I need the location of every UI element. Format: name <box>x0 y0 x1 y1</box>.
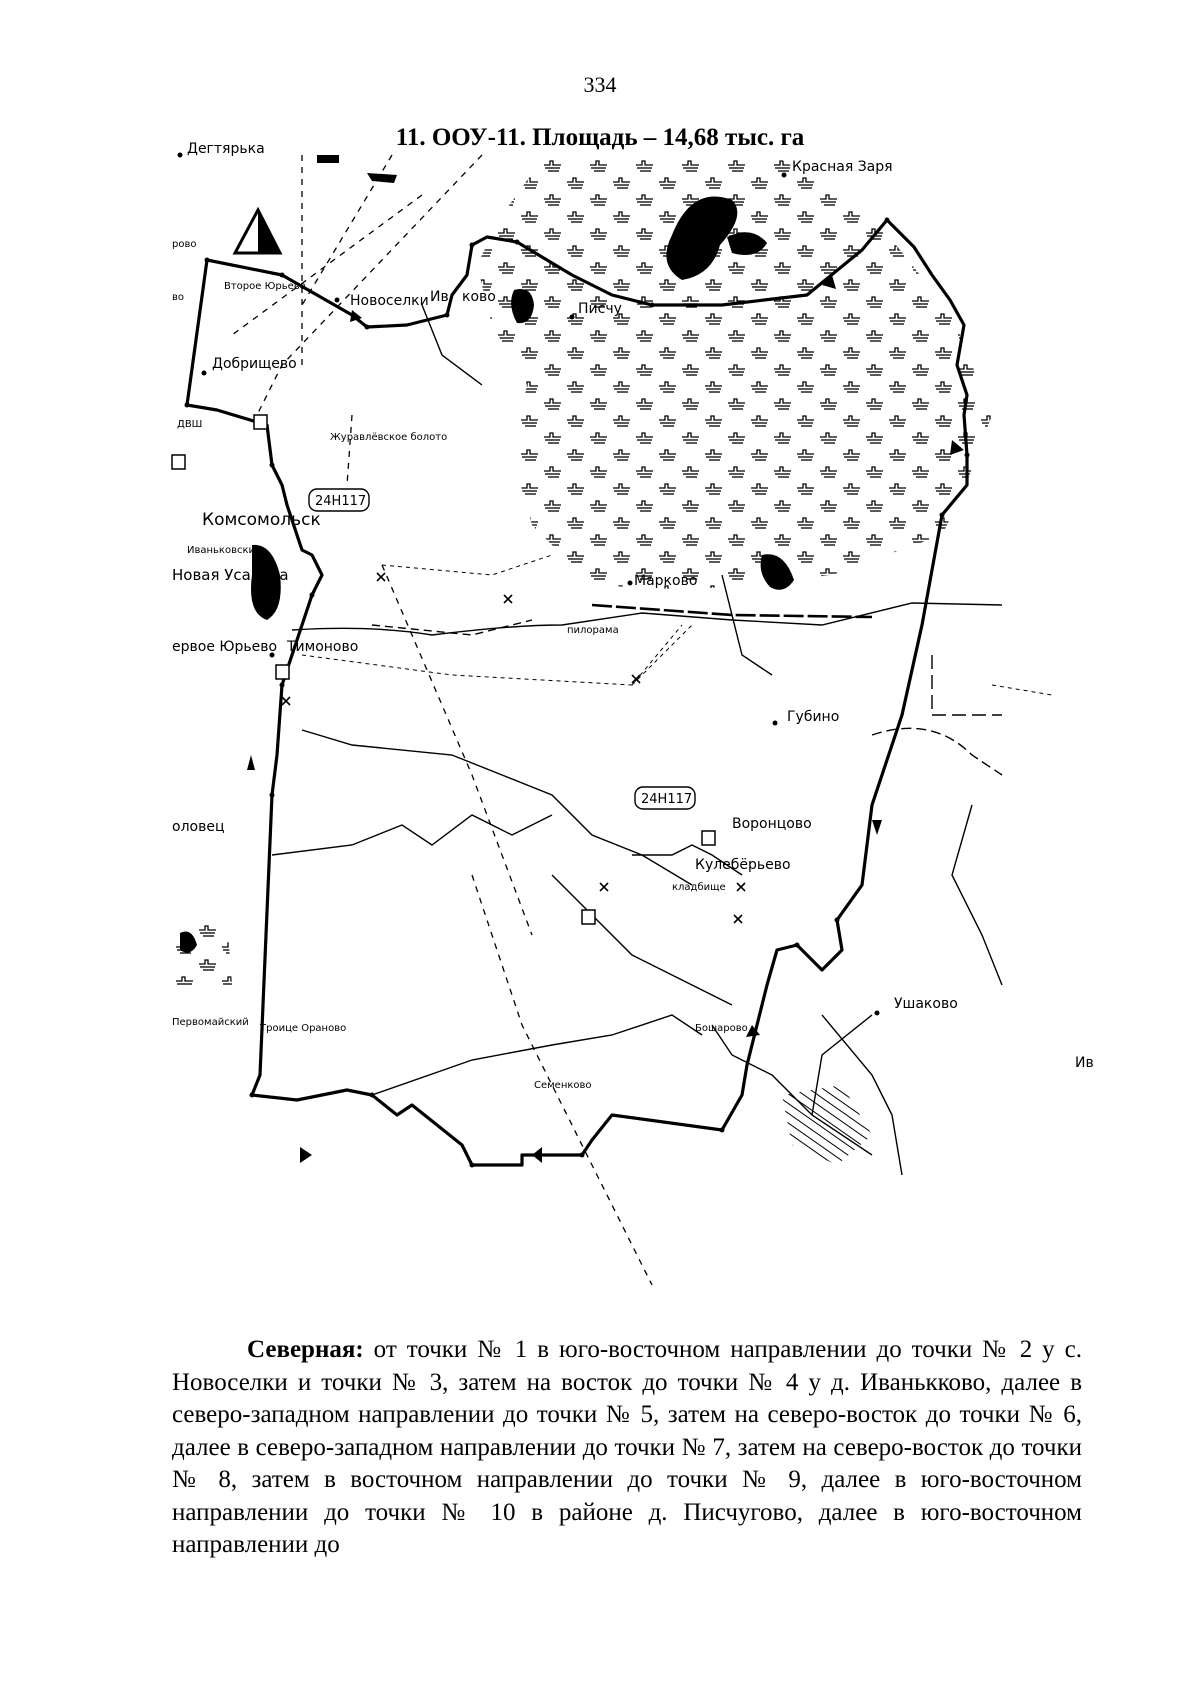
label-left-cut-2: во <box>172 292 185 303</box>
label-left-cut-1: рово <box>172 239 197 250</box>
label-dvsh: ДВШ <box>177 419 203 430</box>
map-title: 11. ООУ-11. Площадь – 14,68 тыс. га <box>395 124 805 151</box>
label-markovo: Марково <box>634 573 698 589</box>
lake <box>367 173 397 183</box>
north-arrow-icon <box>235 210 280 253</box>
label-timonovo: Тимоново <box>287 639 359 655</box>
road-number-badge <box>309 489 369 511</box>
label-pilorama: пилорама <box>567 625 619 636</box>
label-vorontsovo: Воронцово <box>732 816 812 832</box>
label-novoselki: Новоселки <box>350 293 429 309</box>
swamp-area-small <box>172 920 232 985</box>
road-number-badge <box>635 787 695 809</box>
label-dobrishchevo: Добрищево <box>212 356 297 372</box>
label-pischugovo: Писчу <box>578 301 622 317</box>
lake <box>317 155 339 163</box>
description-heading: Северная: <box>247 1336 364 1363</box>
label-komsomolsk: Комсомольск <box>202 510 321 530</box>
label-ivankovo: Ив <box>430 289 449 305</box>
label-pervoe-yurevo: ервое Юрьево <box>172 639 278 655</box>
label-olovets: оловец <box>172 819 225 835</box>
label-ivankovskie: Иваньковские <box>187 545 262 556</box>
boundary-description <box>172 1334 1082 1562</box>
label-vtoroe-yurevo: Второе Юрьево <box>224 281 306 292</box>
label-bosharovo: Бошарово <box>695 1023 748 1034</box>
label-ivankovo-tail: ково <box>462 289 496 305</box>
map <box>172 141 1102 1330</box>
label-ushakovo: Ушаково <box>894 996 958 1012</box>
label-novaya-usadba: Новая Усадьба <box>172 566 289 584</box>
description-text: от точки № 1 в юго-восточном направлении до точки № 2 у с. Новоселки и точки № 3, затем на восток до точки № 4 у д. Иванькково, далее в северо-западном направлении до точки № 5, затем на северо-восток до точки № 6, далее в северо-западном направлении до точки № 7, затем на северо-восток до точки № 8, затем в восточном направлении до точки № 9, далее в юго-восточном направлении до точки № 10 в районе д. Писчугово, далее в юго-восточном направлении до <box>172 1336 1082 1558</box>
label-zhuravlevskoe: Журавлёвское болото <box>330 432 448 443</box>
label-kulebyaevo: Кулебёрьево <box>695 857 791 873</box>
label-troitse-oranovo: Троице Ораново <box>260 1023 347 1034</box>
swamp-area <box>477 160 992 590</box>
label-pervomaysky: Первомайский <box>172 1017 249 1028</box>
label-iv-right: Ив <box>1075 1055 1094 1071</box>
object-marker-icon <box>282 573 745 923</box>
road-number-south: 24Н117 <box>641 792 693 807</box>
label-semenkovo: Семенково <box>534 1080 592 1091</box>
label-krasnaya-zarya: Красная Заря <box>792 159 893 175</box>
label-kladbishche: кладбище <box>672 882 726 893</box>
label-degtyarka: Дегтярька <box>187 141 265 157</box>
label-gubino: Губино <box>787 709 840 725</box>
page-number: 334 <box>583 72 617 97</box>
road-number-north: 24Н117 <box>315 494 367 509</box>
